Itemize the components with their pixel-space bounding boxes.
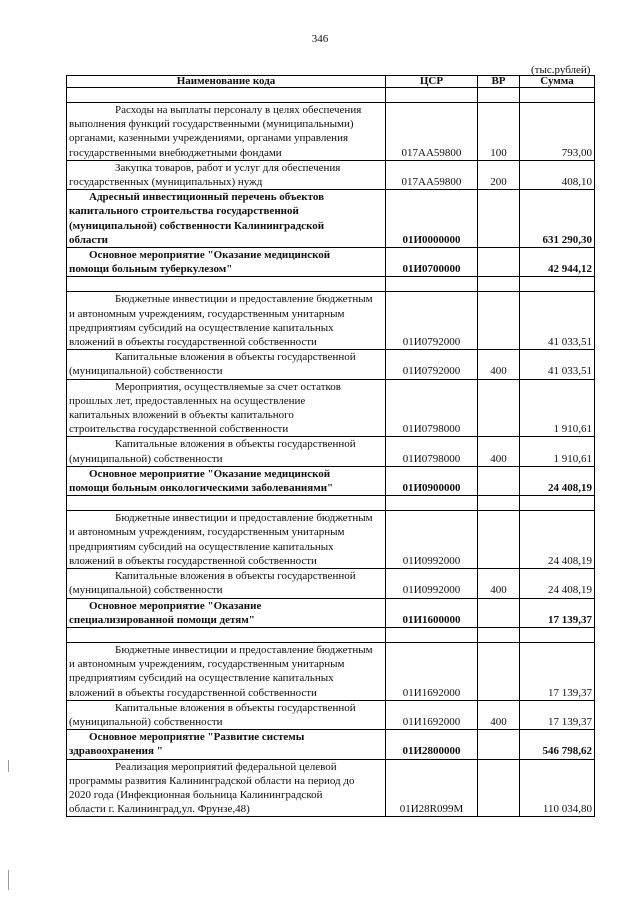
row-csr: 01И1692000 bbox=[386, 642, 478, 700]
row-name: Реализация мероприятий федеральной целевой программы развития Калининградской области на период до 2020 года (Инфекционная больница Калининградской области г. Калининград,ул. Фрунзе,48) bbox=[67, 759, 386, 817]
row-csr: 01И0798000 bbox=[386, 379, 478, 437]
units-label: (тыс.рублей) bbox=[531, 64, 591, 76]
row-vr: 400 bbox=[478, 700, 520, 729]
row-name: Закупка товаров, работ и услуг для обеспечения государственных (муниципальных) нужд bbox=[67, 160, 386, 189]
header-csr: ЦСР bbox=[386, 76, 478, 88]
row-csr: 01И0792000 bbox=[386, 350, 478, 379]
row-csr: 01И0000000 bbox=[386, 190, 478, 248]
row-vr bbox=[478, 598, 520, 627]
row-name: Расходы на выплаты персоналу в целях обеспечения выполнения функций государственными (муниципальными) органами, казенными учреждениями, органами управления государственными внебюджетными фондами bbox=[67, 103, 386, 161]
row-csr: 01И1692000 bbox=[386, 700, 478, 729]
row-name: Основное мероприятие "Развитие системы здравоохранения " bbox=[67, 730, 386, 759]
row-name: Основное мероприятие "Оказание медицинской помощи больным туберкулезом" bbox=[67, 248, 386, 277]
row-csr: 017АА59800 bbox=[386, 160, 478, 189]
row-vr bbox=[478, 759, 520, 817]
table-row bbox=[67, 248, 595, 277]
table-row bbox=[67, 292, 595, 350]
row-vr bbox=[478, 730, 520, 759]
row-name: Мероприятия, осуществляемые за счет остатков прошлых лет, предоставленных на осуществление капитальных вложений в объекты капитального строительства государственной собственности bbox=[67, 379, 386, 437]
row-csr: 01И0900000 bbox=[386, 466, 478, 495]
budget-table bbox=[66, 75, 595, 817]
row-sum: 17 139,37 bbox=[520, 700, 595, 729]
table-row bbox=[67, 511, 595, 569]
row-csr: 01И0992000 bbox=[386, 511, 478, 569]
row-vr: 200 bbox=[478, 160, 520, 189]
row-vr: 400 bbox=[478, 569, 520, 598]
row-csr: 01И0792000 bbox=[386, 292, 478, 350]
row-name: Капитальные вложения в объекты государственной (муниципальной) собственности bbox=[67, 350, 386, 379]
table-row bbox=[67, 437, 595, 466]
row-name: Основное мероприятие "Оказание медицинской помощи больным онкологическими заболеваниями" bbox=[67, 466, 386, 495]
row-sum: 1 910,61 bbox=[520, 437, 595, 466]
table-row bbox=[67, 569, 595, 598]
row-sum: 17 139,37 bbox=[520, 642, 595, 700]
row-csr: 01И28R099M bbox=[386, 759, 478, 817]
table-row bbox=[67, 700, 595, 729]
row-vr bbox=[478, 466, 520, 495]
row-vr bbox=[478, 642, 520, 700]
row-name: Бюджетные инвестиции и предоставление бюджетным и автономным учреждениям, государственным унитарным предприятиям субсидий на осуществление капитальных вложений в объекты государственной собственности bbox=[67, 511, 386, 569]
row-vr: 400 bbox=[478, 437, 520, 466]
spacer-row bbox=[67, 496, 595, 511]
table-header-row bbox=[67, 76, 595, 88]
row-sum: 793,00 bbox=[520, 103, 595, 161]
row-sum: 631 290,30 bbox=[520, 190, 595, 248]
scan-edge-mark bbox=[8, 760, 9, 772]
table-row bbox=[67, 642, 595, 700]
row-sum: 17 139,37 bbox=[520, 598, 595, 627]
table-row bbox=[67, 598, 595, 627]
row-csr: 01И0992000 bbox=[386, 569, 478, 598]
row-sum: 24 408,19 bbox=[520, 466, 595, 495]
table-row bbox=[67, 466, 595, 495]
row-name: Капитальные вложения в объекты государственной (муниципальной) собственности bbox=[67, 437, 386, 466]
row-sum: 110 034,80 bbox=[520, 759, 595, 817]
row-vr bbox=[478, 379, 520, 437]
header-sum: Сумма bbox=[520, 76, 595, 88]
table-row bbox=[67, 730, 595, 759]
table-row bbox=[67, 103, 595, 161]
row-sum: 42 944,12 bbox=[520, 248, 595, 277]
row-name: Основное мероприятие "Оказание специализированной помощи детям" bbox=[67, 598, 386, 627]
row-csr: 01И2800000 bbox=[386, 730, 478, 759]
row-csr: 01И0798000 bbox=[386, 437, 478, 466]
table-row bbox=[67, 350, 595, 379]
row-sum: 41 033,51 bbox=[520, 350, 595, 379]
row-name: Бюджетные инвестиции и предоставление бюджетным и автономным учреждениям, государственным унитарным предприятиям субсидий на осуществление капитальных вложений в объекты государственной собственности bbox=[67, 642, 386, 700]
row-sum: 408,10 bbox=[520, 160, 595, 189]
row-csr: 017АА59800 bbox=[386, 103, 478, 161]
scan-edge-mark bbox=[8, 870, 9, 890]
row-name: Капитальные вложения в объекты государственной (муниципальной) собственности bbox=[67, 569, 386, 598]
spacer-row bbox=[67, 277, 595, 292]
row-sum: 24 408,19 bbox=[520, 569, 595, 598]
spacer-row bbox=[67, 88, 595, 103]
row-vr bbox=[478, 190, 520, 248]
row-vr: 100 bbox=[478, 103, 520, 161]
row-sum: 41 033,51 bbox=[520, 292, 595, 350]
row-sum: 24 408,19 bbox=[520, 511, 595, 569]
header-name: Наименование кода bbox=[67, 76, 386, 88]
table-row bbox=[67, 759, 595, 817]
row-name: Адресный инвестиционный перечень объектов капитального строительства государственной (муниципальной) собственности Калининградской области bbox=[67, 190, 386, 248]
row-csr: 01И1600000 bbox=[386, 598, 478, 627]
table-row bbox=[67, 190, 595, 248]
table-row bbox=[67, 379, 595, 437]
row-vr bbox=[478, 248, 520, 277]
table-row bbox=[67, 160, 595, 189]
header-vr: ВР bbox=[478, 76, 520, 88]
row-vr: 400 bbox=[478, 350, 520, 379]
page-number: 346 bbox=[311, 33, 329, 45]
row-sum: 1 910,61 bbox=[520, 379, 595, 437]
row-name: Капитальные вложения в объекты государственной (муниципальной) собственности bbox=[67, 700, 386, 729]
row-vr bbox=[478, 292, 520, 350]
row-name: Бюджетные инвестиции и предоставление бюджетным и автономным учреждениям, государственным унитарным предприятиям субсидий на осуществление капитальных вложений в объекты государственной собственности bbox=[67, 292, 386, 350]
row-sum: 546 798,62 bbox=[520, 730, 595, 759]
spacer-row bbox=[67, 627, 595, 642]
row-vr bbox=[478, 511, 520, 569]
row-csr: 01И0700000 bbox=[386, 248, 478, 277]
